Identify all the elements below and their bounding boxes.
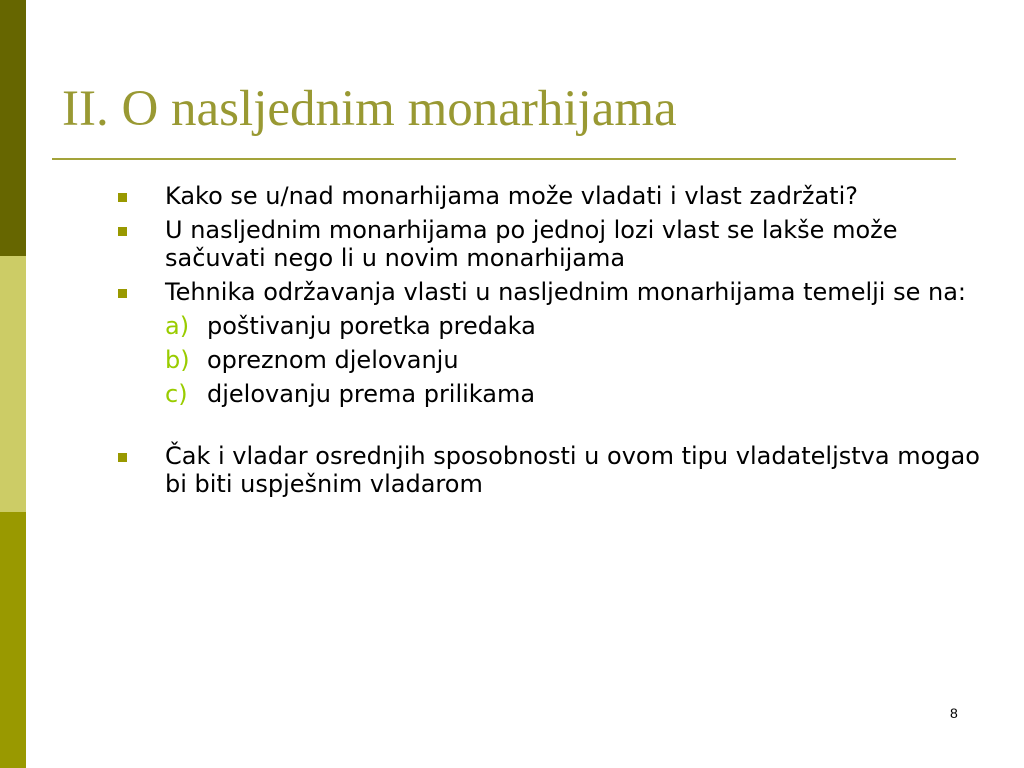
square-bullet-icon — [118, 227, 127, 236]
bullet-text: Čak i vladar osrednjih sposobnosti u ovom tipu vladateljstva mogao bi biti uspješnim vladarom — [165, 442, 980, 498]
sub-item — [110, 380, 980, 408]
title-underline — [52, 158, 956, 160]
sub-item-text: opreznom djelovanju — [207, 346, 459, 374]
sub-item-marker: c) — [165, 380, 188, 408]
sidebar-band-dark — [0, 0, 26, 256]
sub-item-marker: b) — [165, 346, 190, 374]
slide-title: II. O nasljednim monarhijama — [62, 81, 677, 137]
sub-item — [110, 312, 980, 340]
square-bullet-icon — [118, 289, 127, 298]
square-bullet-icon — [118, 193, 127, 202]
bullet-item — [110, 442, 980, 498]
sub-item-text: poštivanju poretka predaka — [207, 312, 536, 340]
sub-item-text: djelovanju prema prilikama — [207, 380, 536, 408]
sidebar-band-light — [0, 256, 26, 512]
sub-item — [110, 346, 980, 374]
bullet-text: Tehnika održavanja vlasti u nasljednim monarhijama temelji se na: — [165, 278, 966, 306]
slide-content — [110, 182, 980, 504]
bullet-item — [110, 182, 980, 210]
bullet-text: Kako se u/nad monarhijama može vladati i vlast zadržati? — [165, 182, 858, 210]
sub-item-marker: a) — [165, 312, 190, 340]
list-spacer — [110, 414, 980, 442]
bullet-item — [110, 216, 980, 272]
page-number: 8 — [950, 705, 958, 721]
bullet-item — [110, 278, 980, 306]
square-bullet-icon — [118, 453, 127, 462]
sidebar-band-olive — [0, 512, 26, 768]
bullet-text: U nasljednim monarhijama po jednoj lozi vlast se lakše može sačuvati nego li u novim monarhijama — [165, 216, 898, 272]
